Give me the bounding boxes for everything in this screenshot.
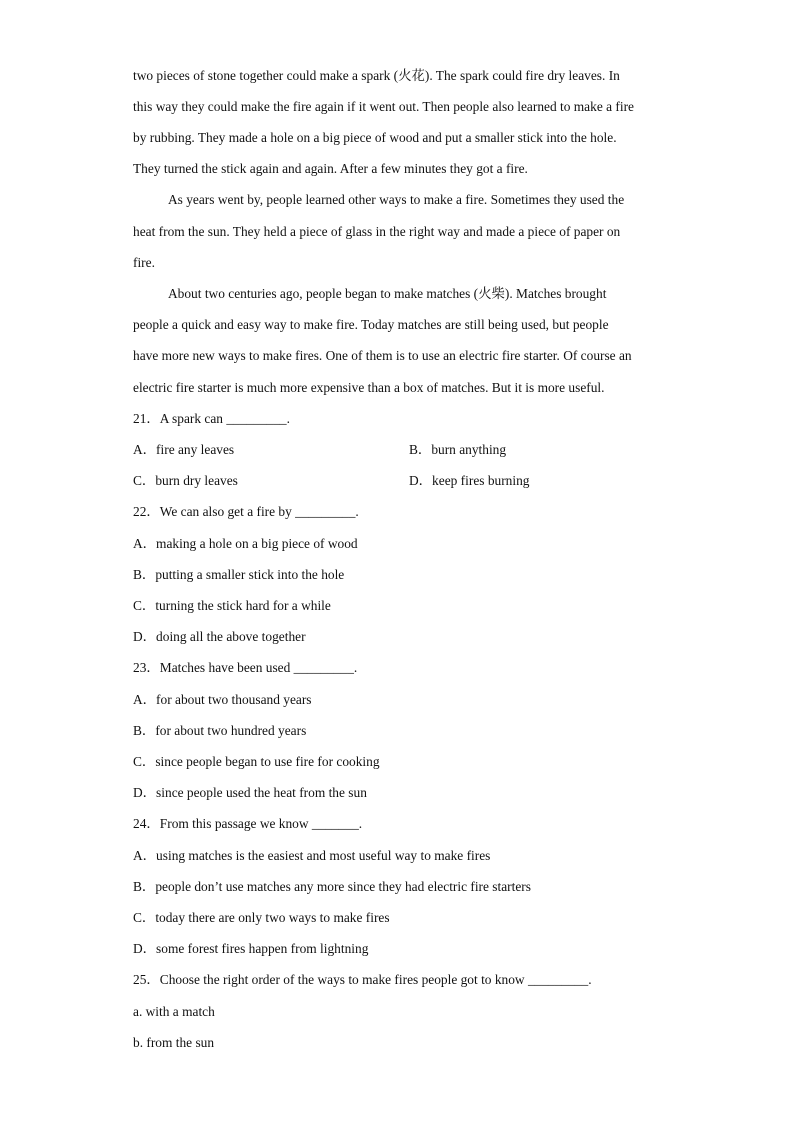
- passage-line: fire.: [133, 255, 155, 270]
- question-23-option-a: A．for about two thousand years: [133, 692, 312, 707]
- question-25-stem: 25．Choose the right order of the ways to make fires people got to know _________.: [133, 972, 592, 987]
- question-22-option-d: D．doing all the above together: [133, 629, 306, 644]
- passage-line: electric fire starter is much more expensive than a box of matches. But it is more useful.: [133, 380, 605, 395]
- question-24-option-b: B．people don’t use matches any more since they had electric fire starters: [133, 879, 531, 894]
- passage-line: have more new ways to make fires. One of them is to use an electric fire starter. Of course an: [133, 348, 632, 363]
- question-21-stem: 21．A spark can _________.: [133, 411, 290, 426]
- question-21-option-b: B．burn anything: [409, 442, 507, 457]
- passage-line: this way they could make the fire again if it went out. Then people also learned to make a fire: [133, 99, 634, 114]
- question-23-option-c: C．since people began to use fire for cooking: [133, 754, 380, 769]
- passage-line: heat from the sun. They held a piece of glass in the right way and made a piece of paper on: [133, 224, 621, 239]
- question-22-stem: 22．We can also get a fire by _________.: [133, 504, 359, 519]
- question-24-option-a: A．using matches is the easiest and most useful way to make fires: [133, 848, 491, 863]
- question-23-option-b: B．for about two hundred years: [133, 723, 307, 738]
- question-23-stem: 23．Matches have been used _________.: [133, 660, 358, 675]
- question-22-option-c: C．turning the stick hard for a while: [133, 598, 331, 613]
- passage-line: They turned the stick again and again. After a few minutes they got a fire.: [133, 161, 528, 176]
- question-24-option-d: D．some forest fires happen from lightning: [133, 941, 369, 956]
- question-25-item-a: a. with a match: [133, 1004, 215, 1019]
- passage-line: by rubbing. They made a hole on a big piece of wood and put a smaller stick into the hole.: [133, 130, 617, 145]
- question-25-item-b: b. from the sun: [133, 1035, 215, 1050]
- question-21-option-a: A．fire any leaves: [133, 442, 235, 457]
- question-21-option-c: C．burn dry leaves: [133, 473, 238, 488]
- question-24-option-c: C．today there are only two ways to make fires: [133, 910, 390, 925]
- question-23-option-d: D．since people used the heat from the sun: [133, 785, 367, 800]
- passage-line: people a quick and easy way to make fire. Today matches are still being used, but people: [133, 317, 609, 332]
- passage-line: About two centuries ago, people began to make matches (火柴). Matches brought: [168, 286, 607, 301]
- question-24-stem: 24．From this passage we know _______.: [133, 816, 363, 831]
- passage-line: two pieces of stone together could make a spark (火花). The spark could fire dry leaves. In: [133, 68, 620, 83]
- question-22-option-b: B．putting a smaller stick into the hole: [133, 567, 345, 582]
- passage-line: As years went by, people learned other ways to make a fire. Sometimes they used the: [168, 192, 625, 207]
- question-21-option-d: D．keep fires burning: [409, 473, 530, 488]
- question-22-option-a: A．making a hole on a big piece of wood: [133, 536, 358, 551]
